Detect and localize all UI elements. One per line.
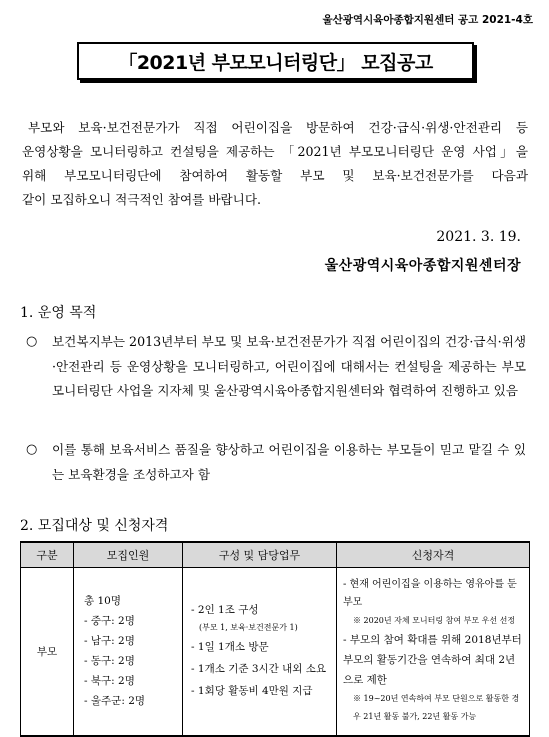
qualification-item: - 부모의 참여 확대를 위해 2018년부터 부모의 활동기간을 연속하여 최대 2년으로 제한 [343, 634, 522, 687]
duty-item: - 1개소 기준 3시간 내외 소요 [191, 663, 327, 676]
notice-number: 울산광역시육아종합지원센터 공고 2021-4호 [322, 14, 533, 26]
notice-date: 2021. 3. 19. [436, 229, 521, 245]
circle-bullet-icon: ○ [26, 442, 38, 457]
bullet-text: 이를 통해 보육서비스 품질을 향상하고 어린이집을 이용하는 부모들이 믿고 맡길 수 있는 보육환경을 조성하고자 함 [52, 442, 526, 482]
duty-item: - 1일 1개소 방문 [191, 641, 269, 654]
recruit-cell [74, 568, 183, 736]
duty-item: - 1회당 활동비 4만원 지급 [191, 685, 313, 698]
table-row [21, 568, 530, 736]
recruit-total: 총 10명 [84, 595, 121, 608]
qualification-note: ※ 19~20년 연속하여 부모 단원으로 활동한 경우 21년 활동 불가, 22년 활동 가능 [353, 694, 520, 722]
qualification-item: - 현재 어린이집을 이용하는 영유아를 둔 부모 [343, 579, 517, 609]
section1-heading: 1. 운영 목적 [20, 305, 97, 321]
notice-title: 「2021년 부모모니터링단」 모집공고 [77, 42, 474, 80]
section1-bullet [26, 438, 526, 487]
recruit-item: - 북구: 2명 [84, 675, 135, 688]
intro-line: 운영상황을 모니터링하고 컨설팅을 제공하는 「2021년 부모모니터링단 운영 사업」을 [22, 144, 528, 159]
intro-line: 위해 부모모니터링단에 참여하여 활동할 부모 및 보육·보건전문가를 다음과 [22, 168, 528, 183]
section2-heading: 2. 모집대상 및 신청자격 [20, 518, 169, 534]
intro-paragraph [22, 116, 528, 212]
bullet-text: 보건복지부는 2013년부터 부모 및 보육·보건전문가가 직접 어린이집의 건강·급식·위생·안전관리 등 운영상황을 모니터링하고, 어린이집에 대해서는 컨설팅을 제공하는 부모모니터링단 사업을 지자체 및 울산광역시육아종합지원센터와 협력하여 진행하고 있음 [52, 334, 526, 398]
qualification-note: ※ 2020년 자체 모니터링 참여 부모 우선 선정 [353, 616, 516, 626]
duty-subnote: (부모 1, 보육·보건전문가 1) [199, 623, 298, 633]
intro-line: 부모와 보육·보건전문가가 직접 어린이집을 방문하여 건강·급식·위생·안전관리 등 [28, 120, 528, 135]
issuing-organization: 울산광역시육아종합지원센터장 [324, 258, 521, 274]
intro-line: 같이 모집하오니 적극적인 참여를 바랍니다. [22, 192, 261, 207]
recruit-item: - 동구: 2명 [84, 655, 135, 668]
header-qualification: 신청자격 [337, 542, 530, 568]
recruit-item: - 중구: 2명 [84, 615, 135, 628]
duty-item: - 2인 1조 구성 [191, 604, 259, 617]
recruit-item: - 울주군: 2명 [84, 695, 146, 708]
qualification-cell [337, 568, 530, 736]
category-cell: 부모 [21, 568, 74, 736]
duty-cell [183, 568, 337, 736]
table-header-row [21, 542, 530, 568]
recruitment-table [20, 541, 530, 737]
header-recruit: 모집인원 [74, 542, 183, 568]
circle-bullet-icon: ○ [26, 334, 38, 349]
section1-bullet [26, 330, 526, 404]
recruit-item: - 남구: 2명 [84, 635, 135, 648]
header-duty: 구성 및 담당업무 [183, 542, 337, 568]
header-category: 구분 [21, 542, 74, 568]
